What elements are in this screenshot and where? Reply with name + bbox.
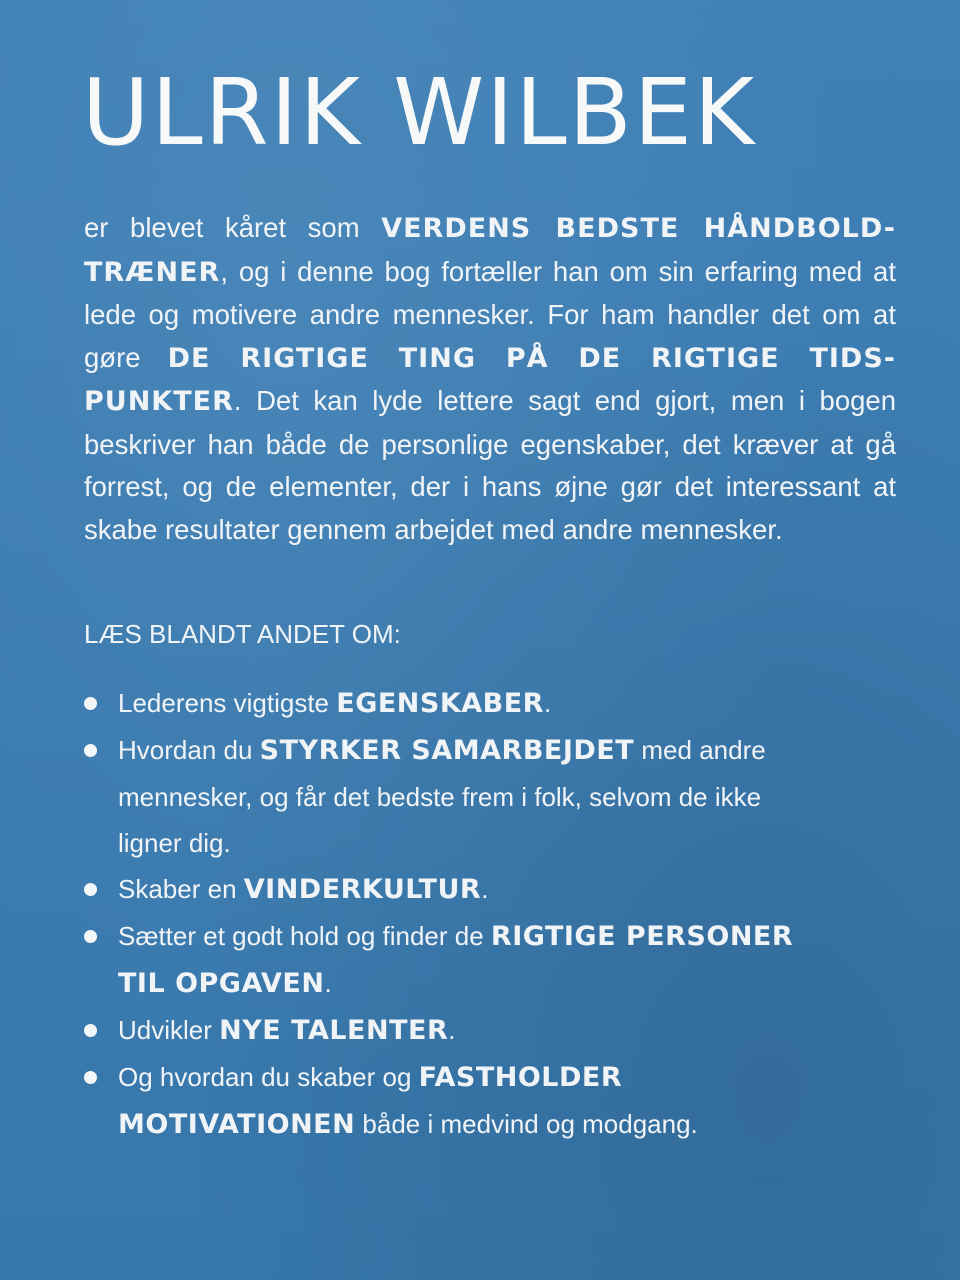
bullet-dot-icon [84,697,97,710]
bullet-dot-icon [84,1024,97,1037]
list-item-text: Og hvordan du skaber og [118,1062,419,1092]
description-highlight: VERDENS BEDSTE HÅNDBOLD-TRÆNER [84,213,896,288]
list-item-highlight: VINDERKULTUR [243,874,482,905]
list-item-text: . [481,874,489,904]
list-item-highlight: EGENSKABER [336,688,544,719]
list-item-text: . [448,1015,456,1045]
bullet-dot-icon [84,883,97,896]
list-item-text: Hvordan du [118,735,260,765]
list-item-text: Skaber en [118,874,244,904]
list-item [84,727,804,866]
list-item-text: Lederens vigtigste [118,688,337,718]
list-item [84,680,804,727]
list-item-text: Udvikler [118,1015,220,1045]
list-item-highlight: FASTHOLDER MOTIVATIONEN [118,1062,623,1140]
list-item [84,866,804,913]
list-item-text: med andre mennesker, og får det bedste frem i folk, selvom de ikke ligner dig. [118,735,766,858]
bullet-dot-icon [84,744,97,757]
list-item-highlight: NYE TALENTER [219,1015,449,1046]
list-item [84,913,804,1007]
book-description [84,207,896,551]
section-heading: LÆS BLANDT ANDET OM: [84,619,401,649]
list-item-highlight: RIGTIGE PERSONER TIL OPGAVEN [118,921,794,999]
description-text: er blevet kåret som [84,212,382,243]
list-item [84,1007,804,1054]
bullet-dot-icon [84,1071,97,1084]
list-item [84,1054,804,1148]
list-item-text: . [324,968,332,998]
description-highlight: DE RIGTIGE TING PÅ DE RIGTIGE TIDS-PUNKTER [84,342,896,417]
description-text: . Det kan lyde lettere sagt end gjort, men i bogen beskriver han både de personlige egenskaber, det kræver at gå forrest, og de elementer, der i hans øjne gør det interessant at skabe resultater gennem arbejdet med andre mennesker. [84,385,896,545]
list-item-text: . [543,688,552,718]
topics-list [84,680,804,1148]
list-item-highlight: STYRKER SAMARBEJDET [259,735,635,766]
author-name-title: ULRIK WILBEK [82,59,757,166]
description-text: , og i denne bog fortæller han om sin erfaring med at lede og motivere andre mennesker. For ham handler det om at gøre [84,255,896,373]
list-item-text: både i medvind og modgang. [355,1109,698,1139]
list-item-text: Sætter et godt hold og finder de [118,921,491,951]
bullet-dot-icon [84,930,97,943]
